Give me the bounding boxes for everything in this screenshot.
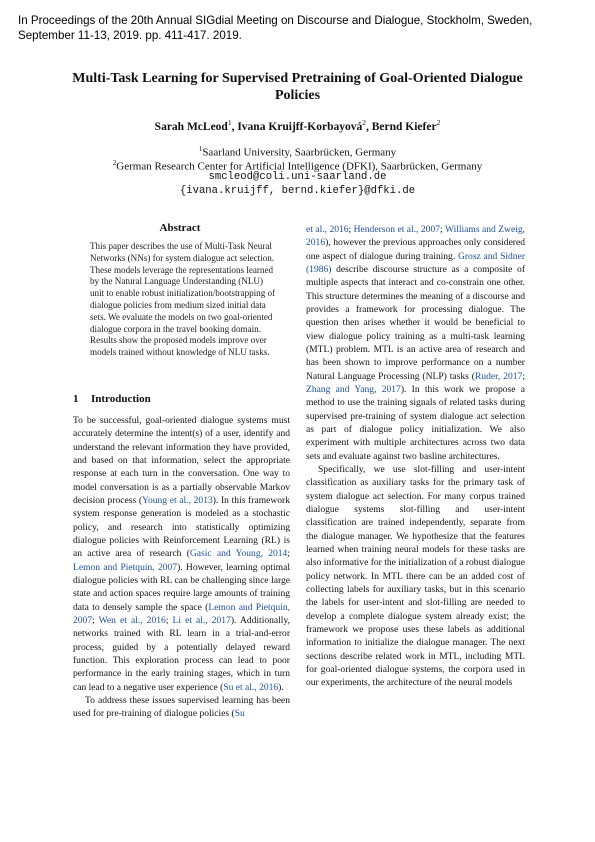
section-title: Introduction <box>91 393 151 405</box>
email-address: {ivana.kruijff, bernd.kiefer}@dfki.de <box>179 185 416 197</box>
citation-link[interactable]: Li et al., 2017 <box>172 614 231 626</box>
body-column-right <box>306 223 525 689</box>
abstract-text: This paper describes the use of Multi-Task Neural Networks (NNs) for system dialogue act selection. These models leverage the representations learned by the Natural Language Understanding (NLU) unit to enable robust initialization/bootstrapping of dialogue policies from medium sized initial data sets. We evaluate the models on two goal-oriented dialogue corpora in the travel booking domain. Results show the proposed models improve over models trained without knowledge of NLU tasks. <box>90 241 276 358</box>
citation-link[interactable]: Lemon and Pietquin, 2007 <box>73 561 178 573</box>
body-text: ). In this framework system response generation is modeled as a stochastic policy, and research into statistically optimizing dialogue policies with Reinforcement Learning (RL) is an active area of research ( <box>73 494 290 560</box>
section-heading <box>73 393 293 405</box>
citation-link[interactable]: Su <box>234 708 245 720</box>
body-text: ; <box>92 614 99 626</box>
body-text: ). However, learning optimal dialogue policies with RL can be challenging since large state and action spaces require large amounts of training data to densely sample the space ( <box>73 561 290 613</box>
citation-link[interactable]: Lemon and Pietquin, 2007 <box>73 601 290 626</box>
author-name: Ivana Kruijff-Korbayová <box>237 120 363 133</box>
affiliation-mark: 1 <box>227 118 232 127</box>
body-text: To be successful, goal-oriented dialogue systems must accurately determine the intent(s) of a user, identify and understand the relevant information they have provided, and based on that information, select the appropriate response at each turn in the conversation. One way to model conversation is as a partially observable Markov decision process ( <box>73 415 290 506</box>
citation-link[interactable]: et al., 2016 <box>306 224 349 235</box>
body-text: ). <box>278 681 284 693</box>
affiliation-text: Saarland University, Saarbrücken, Germany <box>202 146 397 159</box>
affiliation-mark: 1 <box>198 145 203 153</box>
body-text: ; <box>522 370 525 382</box>
author-list: Sarah McLeod$^1$, Ivana Kruijff-Korbayová$^2$, Bernd Kiefer$^2$ <box>154 118 441 133</box>
body-text: ), however the previous approaches only considered one aspect of dialogue during training. <box>306 237 525 262</box>
author-name: Sarah McLeod <box>154 120 228 133</box>
body-text: ). Additionally, networks trained with RL learn in a trial-and-error process, guided by a potentially delayed reward function. This exploration process can lead to poor performance in the early training stages, which in turn can lead to a negative user experience ( <box>73 614 290 693</box>
body-text: To address these issues supervised learning has been used for pre-training of dialogue policies ( <box>73 694 290 720</box>
venue-citation: In Proceedings of the 20th Annual SIGdial Meeting on Discourse and Dialogue, Stockholm, Sweden, September 11-13, 2019. pp. 411-417. 2019. <box>18 14 533 42</box>
body-text: ; <box>165 614 173 626</box>
citation-link[interactable]: Su et al., 2016 <box>223 681 279 693</box>
author-name: Bernd Kiefer <box>371 120 437 133</box>
citation-link[interactable]: Young et al., 2013 <box>142 494 213 506</box>
affiliation-mark: 2 <box>436 118 441 127</box>
abstract-heading: Abstract <box>159 222 201 234</box>
body-text: ). In this work we propose a method to use the training signals of related tasks during supervised pre-training of system dialogue act selection as part of dialogue policy initialization. We also experiment with multiple architectures across two data sets and evaluate against two basline architectures. <box>306 383 525 462</box>
body-text: describe discourse structure as a composite of multiple aspects that interact and co-constrain one other. This structure determines the meaning of a discourse and provides a framework for processing dialogue. The question then arises whether it would be beneficial to view dialogue policy training as a multi-task learning (MTL) problem. MTL is an active area of research and has been shown to improve performance on a number Natural Language Processing (NLP) tasks ( <box>306 263 525 382</box>
body-paragraph <box>73 414 290 694</box>
citation-link[interactable]: Wen et al., 2016 <box>98 614 166 626</box>
paper-title: Multi-Task Learning for Supervised Pretraining of Goal-Oriented Dialogue Policies <box>72 71 523 103</box>
citation-link[interactable]: Ruder, 2017 <box>474 370 523 382</box>
body-text: ; <box>348 224 354 235</box>
citation-link[interactable]: Williams and Zweig, 2016 <box>306 224 526 249</box>
body-paragraph <box>73 694 290 721</box>
affiliation-mark: 2 <box>362 118 366 127</box>
citation-link[interactable]: Henderson et al., 2007 <box>353 224 440 235</box>
body-text: Specifically, we use slot-filling and user-intent classification as auxiliary tasks for the primary task of system dialogue act selection. For many corpus trained dialogue systems slot-filling and user-intent classification are trained independently, separate from the dialogue manager. We hypothesize that the features learned when training neural models for these tasks are also informative for the initialization of a robust dialogue policy network. In MTL there can be an added cost of collecting labels for auxiliary tasks, but in this scenario the labels for user-intent and slot-filling are needed to develop a complete dialogue system already exist; the framework we propose uses these labels as additional information to initialize the dialogue manager. The next sections describe related work in MTL, including MTL for goal-oriented dialogue systems, the corpora used in our experiments, the architecture of the neural models <box>306 463 525 689</box>
citation-link[interactable]: Zhang and Yang, 2017 <box>306 383 401 395</box>
body-text: ; <box>287 548 290 560</box>
affiliation-mark: 2 <box>112 159 117 167</box>
citation-link[interactable]: Grosz and Sidner (1986) <box>306 250 525 275</box>
body-paragraph <box>306 223 525 463</box>
body-paragraph <box>306 463 525 690</box>
body-column-left <box>73 414 290 721</box>
section-number: 1 <box>73 393 79 405</box>
affiliation-text: German Research Center for Artificial Intelligence (DFKI), Saarbrücken, Germany <box>116 160 483 173</box>
citation-link[interactable]: Gasic and Young, 2014 <box>189 548 288 560</box>
body-text: ; <box>440 224 445 235</box>
email-address: smcleod@coli.uni-saarland.de <box>208 171 387 183</box>
